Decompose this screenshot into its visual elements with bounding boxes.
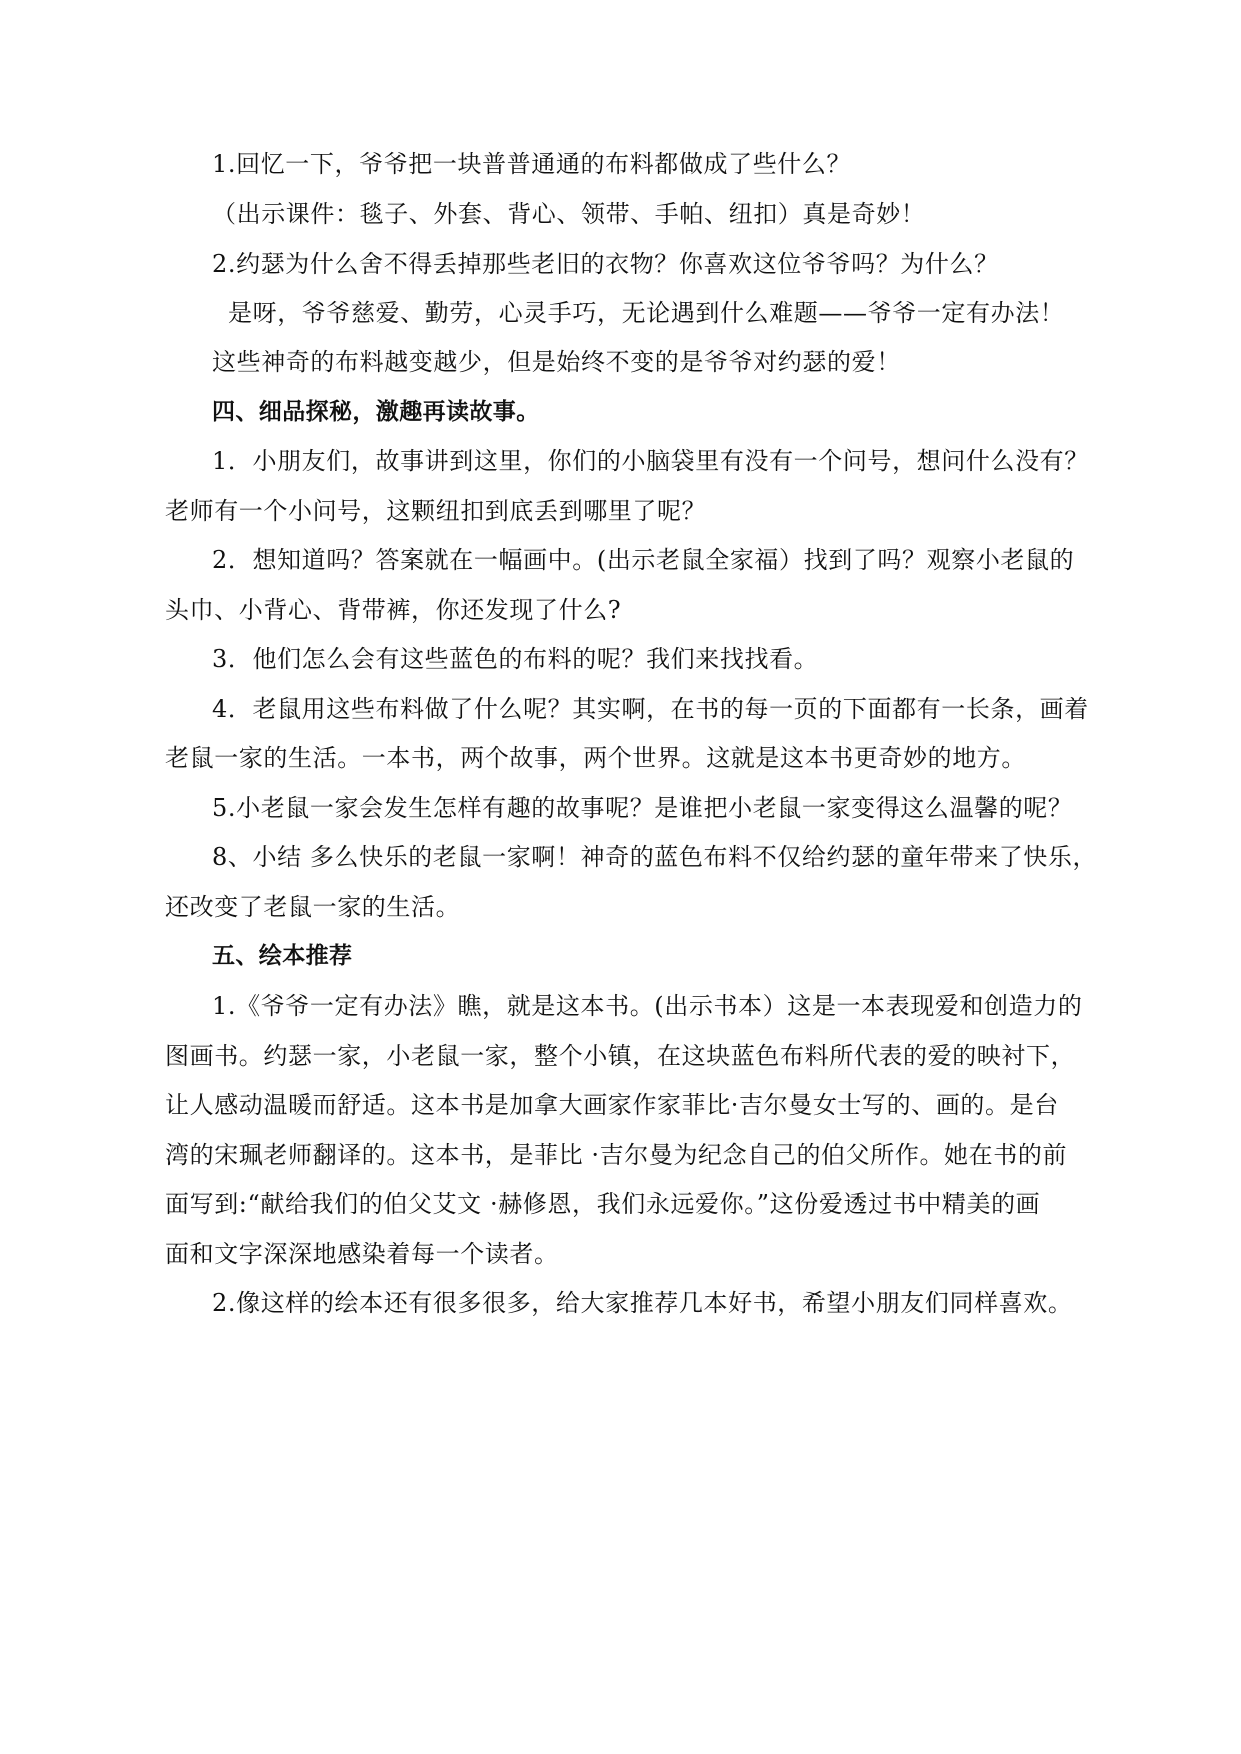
paragraph-line: 老鼠一家的生活。一本书，两个故事，两个世界。这就是这本书更奇妙的地方。	[165, 744, 1026, 772]
paragraph-line: 1.回忆一下，爷爷把一块普普通通的布料都做成了些什么？	[212, 150, 852, 178]
paragraph-line: 1．小朋友们，故事讲到这里，你们的小脑袋里有没有一个问号，想问什么没有？	[212, 447, 1089, 475]
section-heading: 五、绘本推荐	[212, 943, 353, 969]
paragraph-line: 湾的宋珮老师翻译的。这本书，是菲比 ·吉尔曼为纪念自己的伯父所作。她在书的前	[165, 1141, 1068, 1169]
paragraph-line: 这些神奇的布料越变越少，但是始终不变的是爷爷对约瑟的爱！	[212, 348, 901, 376]
paragraph-line: 5.小老鼠一家会发生怎样有趣的故事呢？是谁把小老鼠一家变得这么温馨的呢？	[212, 794, 1073, 822]
paragraph-line: 头巾、小背心、背带裤，你还发现了什么?	[165, 596, 622, 624]
paragraph-line: 面写到:“献给我们的伯父艾文 ·赫修恩，我们永远爱你。”这份爱透过书中精美的画	[165, 1190, 1041, 1218]
paragraph-line: 1.《爷爷一定有办法》瞧，就是这本书。(出示书本）这是一本表现爱和创造力的	[212, 992, 1083, 1020]
paragraph-line: 是呀，爷爷慈爱、勤劳，心灵手巧，无论遇到什么难题——爷爷一定有办法！	[228, 299, 1065, 327]
paragraph-line: 2．想知道吗？答案就在一幅画中。(出示老鼠全家福）找到了吗？观察小老鼠的	[212, 546, 1075, 574]
paragraph-line: 图画书。约瑟一家，小老鼠一家，整个小镇，在这块蓝色布料所代表的爱的映衬下，	[165, 1042, 1076, 1070]
paragraph-line: 老师有一个小问号，这颗纽扣到底丢到哪里了呢？	[165, 497, 707, 525]
paragraph-line: 还改变了老鼠一家的生活。	[165, 893, 461, 921]
paragraph-line: 面和文字深深地感染着每一个读者。	[165, 1240, 559, 1268]
paragraph-line: 让人感动温暖而舒适。这本书是加拿大画家作家菲比·吉尔曼女士写的、画的。是台	[165, 1091, 1059, 1119]
paragraph-line: 3．他们怎么会有这些蓝色的布料的呢？我们来找找看。	[212, 645, 819, 673]
paragraph-line: 4．老鼠用这些布料做了什么呢？其实啊，在书的每一页的下面都有一长条，画着	[212, 695, 1089, 723]
paragraph-line: 2.约瑟为什么舍不得丢掉那些老旧的衣物？你喜欢这位爷爷吗？为什么？	[212, 250, 999, 278]
paragraph-line: （出示课件：毯子、外套、背心、领带、手帕、纽扣）真是奇妙！	[212, 200, 926, 228]
paragraph-line: 2.像这样的绘本还有很多很多，给大家推荐几本好书，希望小朋友们同样喜欢。	[212, 1289, 1073, 1317]
section-heading: 四、细品探秘，激趣再读故事。	[212, 399, 540, 425]
paragraph-line: 8、小结 多么快乐的老鼠一家啊！神奇的蓝色布料不仅给约瑟的童年带来了快乐，	[212, 843, 1098, 871]
